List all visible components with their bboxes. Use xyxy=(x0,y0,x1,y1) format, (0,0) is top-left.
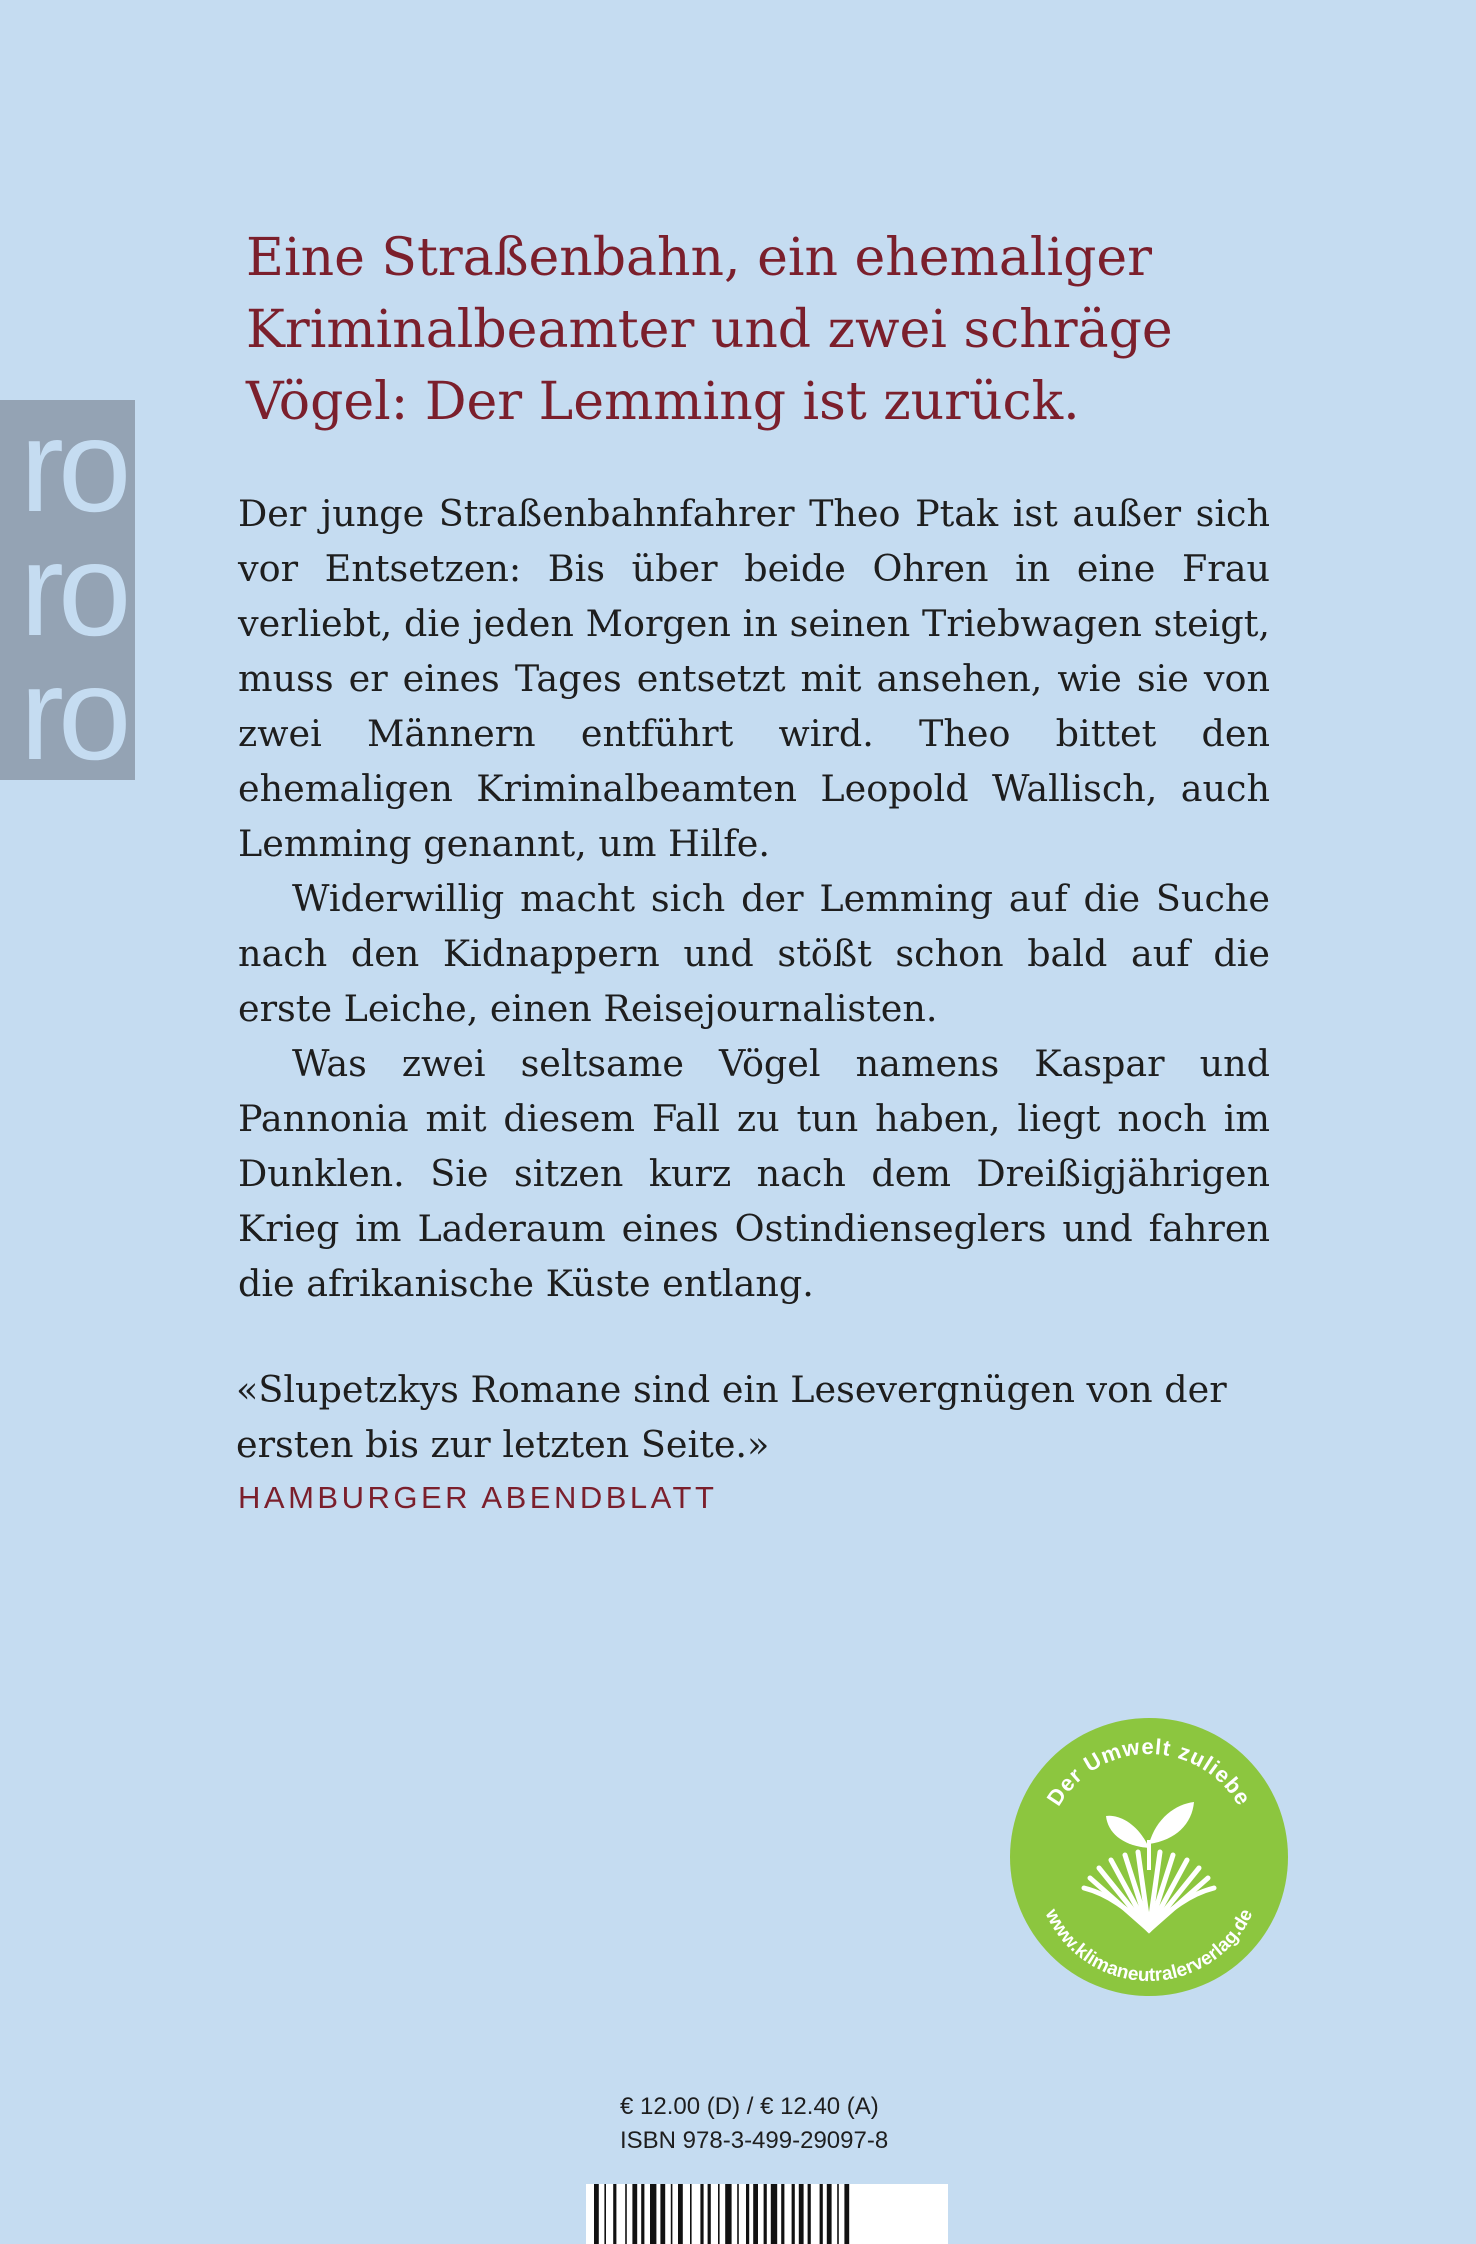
barcode-bar xyxy=(604,2184,606,2244)
barcode-bar xyxy=(792,2184,795,2244)
blurb-paragraph-3: Was zwei seltsame Vögel namens Kaspar und Pannonia mit diesem Fall zu tun haben, liegt noch im Dunklen. Sie sitzen kurz nach dem Dreißigjährigen Krieg im Laderaum eines Ostindienseglers und fahren die afrikanische Küste entlang. xyxy=(238,1042,1270,1305)
barcode-bar xyxy=(671,2184,673,2244)
barcode-bar xyxy=(718,2184,720,2244)
logo-line-1: ro xyxy=(20,400,126,539)
barcode-bar xyxy=(799,2184,804,2244)
badge-top-text: Der Umwelt zuliebe xyxy=(1041,1733,1257,1811)
price-info xyxy=(620,2090,888,2158)
barcode-bar xyxy=(827,2184,832,2244)
barcode-bar xyxy=(708,2184,711,2244)
barcode-bar xyxy=(613,2184,616,2244)
barcode-bar xyxy=(746,2184,749,2244)
press-quote-line-2: ersten bis zur letzten Seite.» xyxy=(236,1423,770,1466)
logo-line-2: ro xyxy=(20,516,126,663)
barcode-bar xyxy=(781,2184,784,2244)
blurb-paragraph-1: Der junge Straßenbahnfahrer Theo Ptak ist außer sich vor Entsetzen: Bis über beide Ohren in eine Frau verliebt, die jeden Morgen in seinen Triebwagen steigt, muss er eines Tages entsetzt mit ansehen, wie sie von zwei Männern entführt wird. Theo bittet den ehemaligen Kriminalbeamten Leopold Wallisch, auch Lemming genannt, um Hilfe. xyxy=(238,492,1270,865)
barcode-bar xyxy=(660,2184,665,2244)
barcode-bar xyxy=(725,2184,731,2244)
barcode-bar xyxy=(632,2184,637,2244)
barcode-bar xyxy=(625,2184,627,2244)
quote-source: HAMBURGER ABENDBLATT xyxy=(238,1480,718,1515)
barcode-bar xyxy=(700,2184,703,2244)
headline-line-3: Vögel: Der Lemming ist zurück. xyxy=(246,372,1080,432)
headline-line-1: Eine Straßenbahn, ein ehemaliger xyxy=(246,228,1153,288)
barcode-bar xyxy=(771,2184,777,2244)
barcode-bar xyxy=(594,2184,599,2244)
blurb-paragraph-2: Widerwillig macht sich der Lemming auf die Suche nach den Kidnappern und stößt schon bald auf die erste Leiche, einen Reisejournalisten. xyxy=(238,877,1270,1030)
barcode-bar xyxy=(753,2184,758,2244)
barcode-bar xyxy=(678,2184,683,2244)
barcode-bar xyxy=(764,2184,767,2244)
press-quote-line-1: «Slupetzkys Romane sind ein Lesevergnügen von der xyxy=(236,1368,1227,1411)
barcode-bar xyxy=(837,2184,839,2244)
barcode-bar xyxy=(650,2184,656,2244)
barcode xyxy=(586,2184,948,2244)
press-quote xyxy=(236,1362,1276,1472)
barcode-bar xyxy=(737,2184,739,2244)
barcode-bar xyxy=(641,2184,644,2244)
barcode-bar xyxy=(844,2184,849,2244)
barcode-bar xyxy=(690,2184,692,2244)
rororo-logo xyxy=(0,400,135,780)
barcode-bar xyxy=(820,2184,823,2244)
badge-bottom-text: www.klimaneutralerverlag.de xyxy=(1040,1905,1258,1987)
barcode-bar xyxy=(808,2184,811,2244)
logo-line-3: ro xyxy=(20,640,126,780)
climate-neutral-badge xyxy=(1010,1718,1288,1996)
headline xyxy=(246,222,1286,438)
blurb-text xyxy=(238,486,1270,1311)
price-line: € 12.00 (D) / € 12.40 (A) xyxy=(620,2093,879,2120)
headline-line-2: Kriminalbeamter und zwei schräge xyxy=(246,300,1173,360)
isbn-line: ISBN 978-3-499-29097-8 xyxy=(620,2127,889,2154)
